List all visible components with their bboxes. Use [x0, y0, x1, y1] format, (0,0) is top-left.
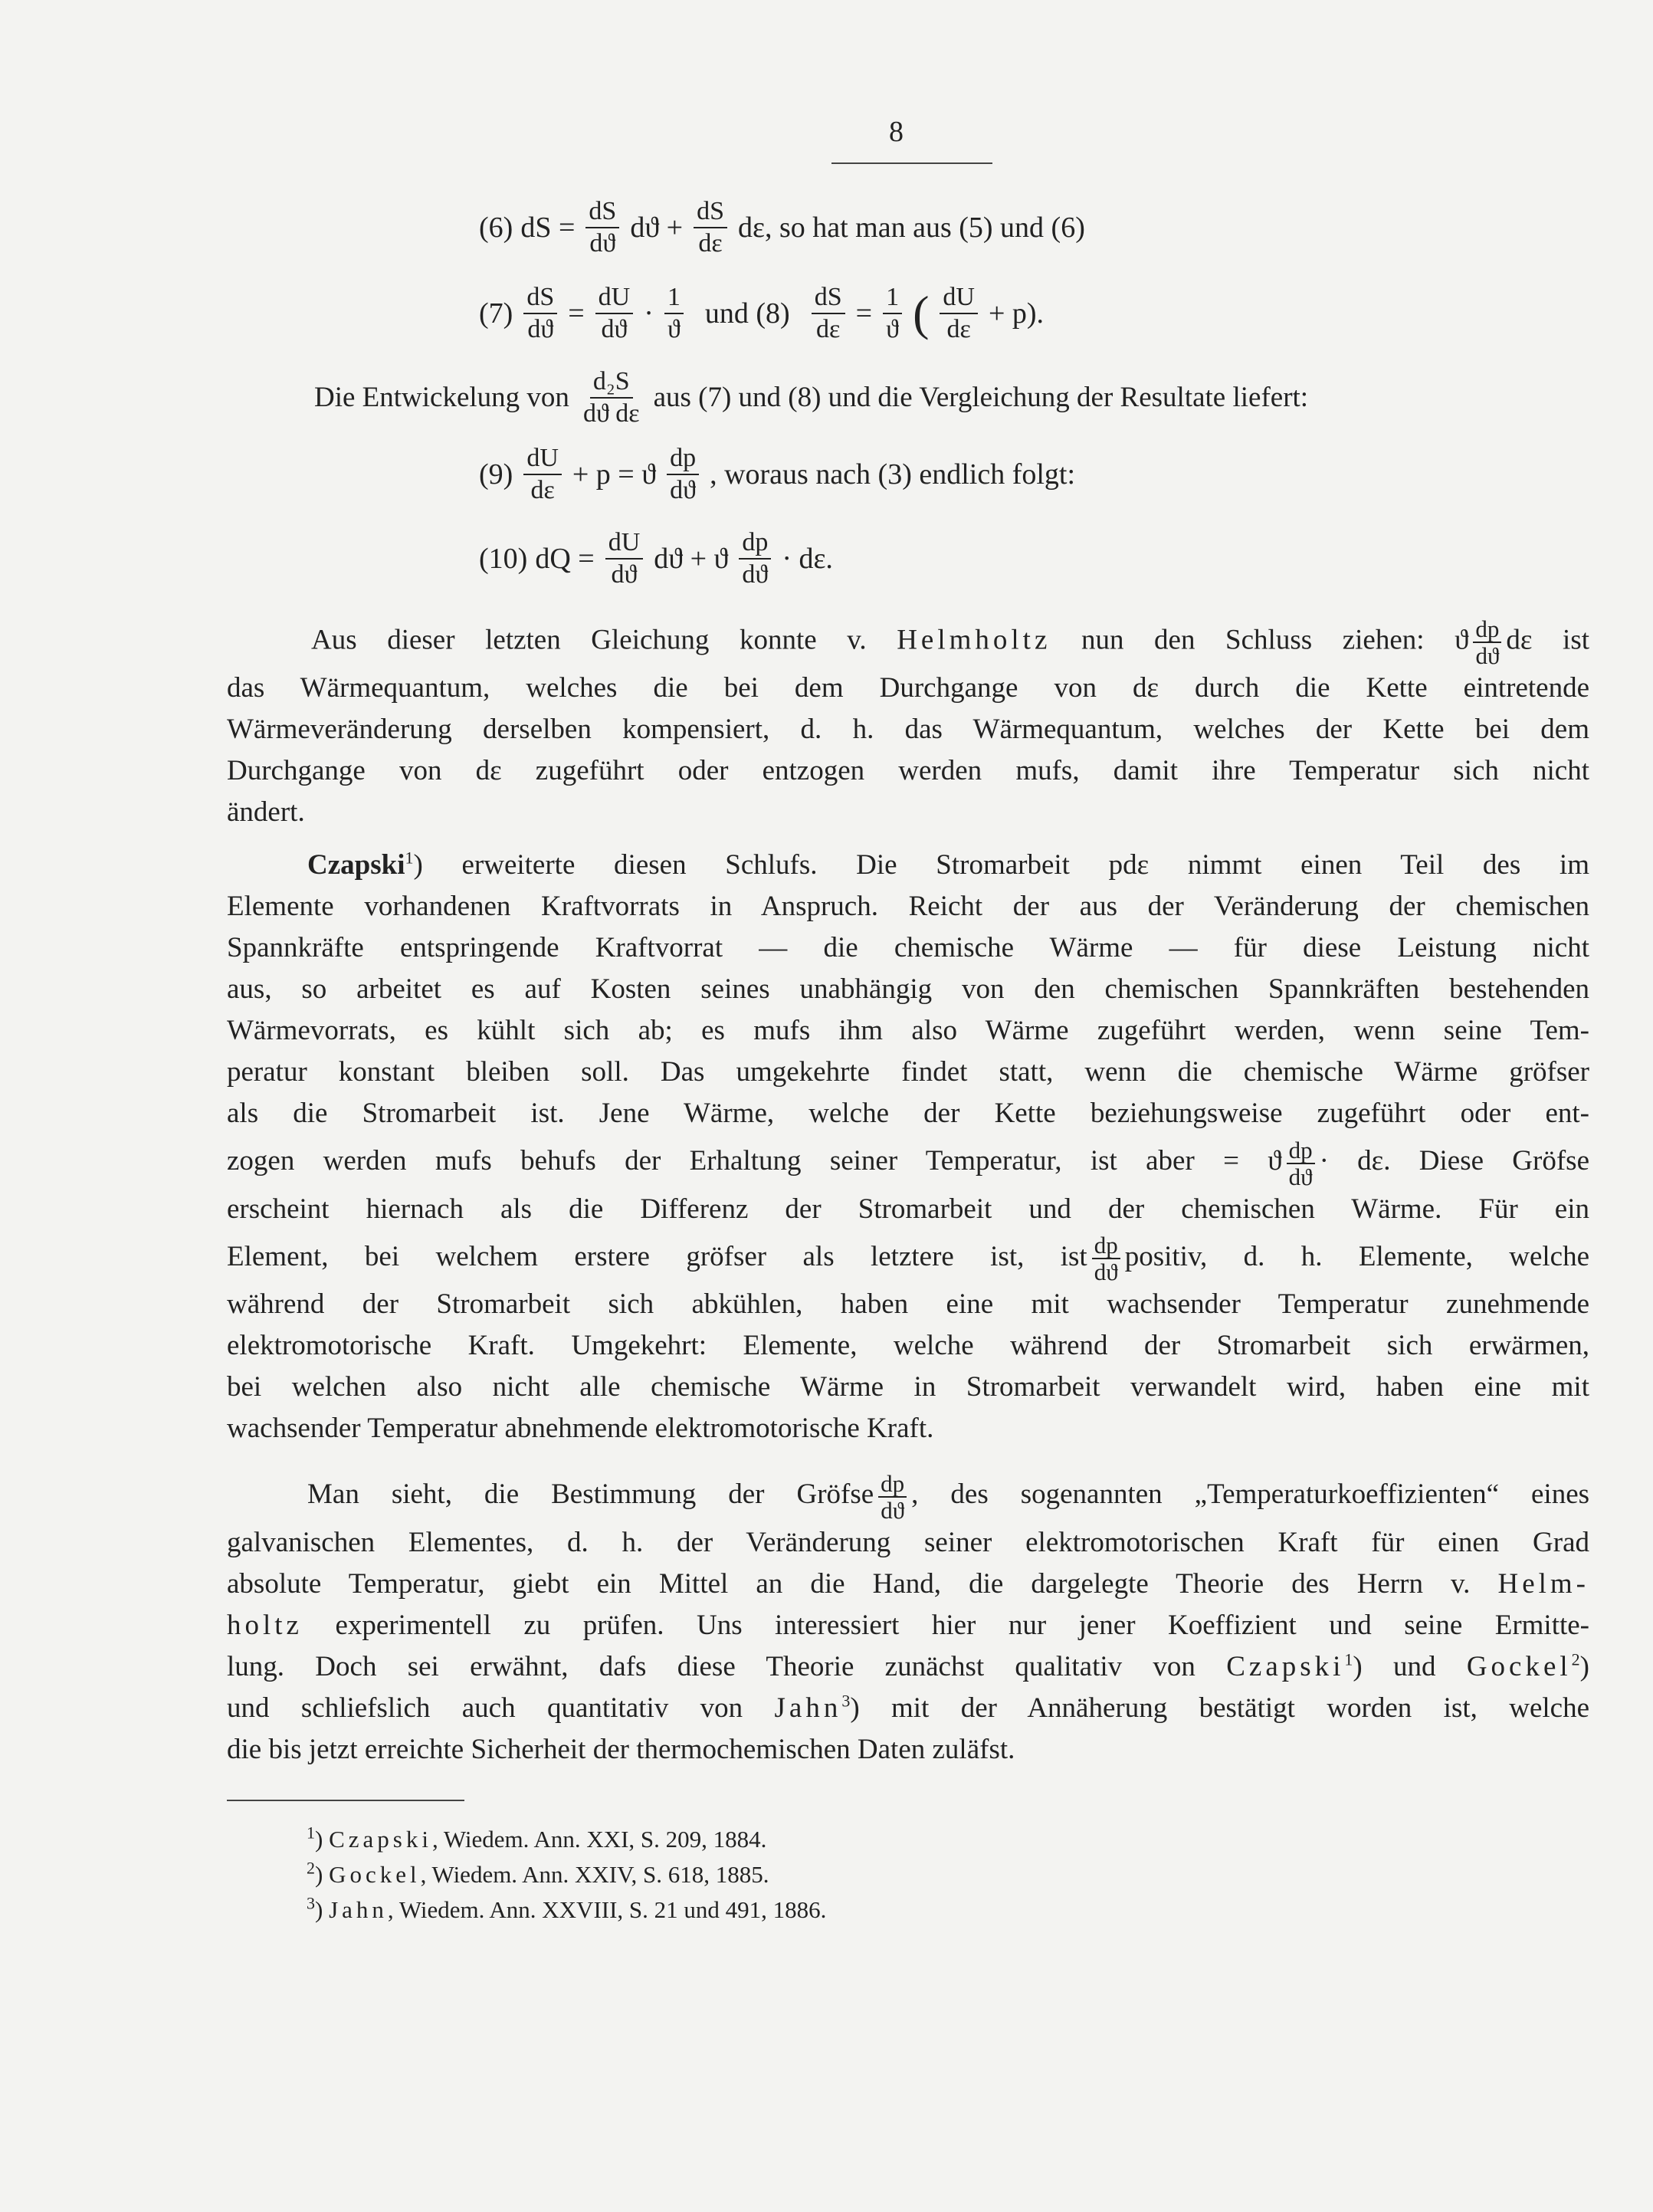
text-run: Elemente vorhandenen Kraftvorrats in Anspruch. Reicht der aus der Veränderung der chemischen: [227, 891, 1589, 922]
paragraph-3: [227, 1468, 1589, 1771]
denominator: dϑ: [1288, 1163, 1313, 1190]
fraction: [883, 284, 902, 343]
text-run: zogen werden mufs behufs der Erhaltung seiner Temperatur, ist aber = ϑ: [227, 1145, 1282, 1177]
denominator: dϑ: [881, 1496, 905, 1524]
denominator: dϑ: [589, 228, 616, 258]
footnote-ref[interactable]: 3: [841, 1691, 851, 1711]
denominator: ϑ: [667, 314, 681, 343]
text-line: [227, 750, 1589, 792]
text-run: ) mit der Annäherung bestätigt worden ist, welche: [850, 1692, 1590, 1724]
denominator: dε: [530, 475, 555, 504]
equation-9: [479, 445, 1075, 504]
numerator: dp: [739, 529, 771, 560]
author-name: holtz: [227, 1609, 303, 1641]
numerator: dp: [878, 1472, 907, 1498]
denominator: dϑ: [527, 314, 554, 343]
text-line: [227, 1646, 1589, 1688]
author-name: Czapski: [307, 849, 405, 881]
text-run: ) erweiterte diesen Schlufs. Die Stromarbeit pdε nimmt einen Teil des im: [413, 849, 1589, 881]
text-run: als die Stromarbeit ist. Jene Wärme, welche der Kette beziehungsweise zugeführt oder ent-: [227, 1098, 1589, 1129]
text-line: [227, 668, 1589, 709]
text-run: während der Stromarbeit sich abkühlen, haben eine mit wachsender Temperatur zunehmende: [227, 1288, 1589, 1321]
footnote-mark: 3: [307, 1893, 315, 1913]
text-line: [227, 927, 1589, 969]
numerator: d₂S: [590, 368, 633, 399]
footnote-ref[interactable]: 1: [405, 848, 414, 868]
fraction: [585, 198, 619, 257]
text-line: [227, 1564, 1589, 1605]
text-run: bei welchen also nicht alle chemische Wärme in Stromarbeit verwandelt wird, haben eine mit: [227, 1371, 1589, 1403]
text-line: [227, 1134, 1589, 1189]
author-name: Czapski: [1226, 1650, 1345, 1682]
text-line: [227, 1408, 1589, 1449]
equation-6: [479, 198, 1085, 257]
equation-6-label: (6): [479, 211, 513, 244]
text-run: das Wärmequantum, welches die bei dem Durchgange von dε durch die Kette eintretende: [227, 672, 1589, 704]
text-run: Wärmevorrats, es kühlt sich ab; es mufs ihm also Wärme zugeführt werden, wenn seine Tem-: [227, 1015, 1589, 1046]
footnote-mark: 2: [307, 1858, 315, 1878]
equation-text: dϑ +: [630, 211, 684, 244]
equation-text: dε, so hat man aus (5) und (6): [737, 211, 1085, 244]
equation-text: und (8): [704, 297, 790, 330]
text-line: [227, 1093, 1589, 1134]
equation-text: =: [568, 297, 585, 330]
equation-7-8: [479, 284, 1044, 343]
text-run: lung. Doch sei erwähnt, dafs diese Theorie zunächst qualitativ von: [227, 1650, 1195, 1682]
text-line: [227, 1189, 1589, 1230]
denominator: dε: [946, 314, 971, 343]
fraction: [1092, 1233, 1120, 1284]
page-number: 8: [889, 116, 904, 148]
equation-text: ·: [644, 297, 654, 330]
text-line: [227, 845, 1589, 886]
text-run: experimentell zu prüfen. Uns interessiert hier nur jener Koeffizient und seine Ermitte-: [335, 1609, 1590, 1641]
numerator: dp: [1092, 1233, 1120, 1259]
text-line: [227, 1688, 1589, 1729]
text-line: [227, 709, 1589, 750]
denominator: dε: [698, 228, 723, 258]
text-run: die bis jetzt erreichte Sicherheit der thermochemischen Daten zuläfst.: [227, 1733, 1015, 1765]
text-line: [227, 969, 1589, 1010]
numerator: dp: [667, 445, 699, 475]
author-name: Helmholtz: [897, 624, 1051, 656]
text-line: [227, 1325, 1589, 1367]
text-run: Element, bei welchem erstere gröfser als letztere ist, ist: [227, 1240, 1087, 1272]
numerator: dS: [523, 284, 557, 314]
text-line: [227, 792, 1589, 833]
intro-text: Die Entwickelung von: [314, 382, 569, 414]
text-run: Spannkräfte entspringende Kraftvorrat — die chemische Wärme — für diese Leistung nicht: [227, 932, 1589, 963]
numerator: dS: [585, 198, 619, 228]
text-line: [227, 1522, 1589, 1564]
text-line: [227, 1284, 1589, 1325]
text-run: ): [1579, 1650, 1589, 1682]
fraction: [580, 368, 643, 427]
equation-10-label: (10): [479, 542, 528, 575]
footnote-rule: [227, 1800, 464, 1801]
fraction: [523, 445, 562, 504]
text-line: [227, 1468, 1589, 1522]
text-line: [227, 886, 1589, 927]
text-line: [227, 1230, 1589, 1285]
denominator: dϑ: [1094, 1259, 1118, 1286]
author-name: Gockel: [1466, 1650, 1572, 1682]
text-run: absolute Temperatur, giebt ein Mittel an die Hand, die dargelegte Theorie des Herrn v.: [227, 1567, 1471, 1600]
fraction: [1287, 1138, 1315, 1189]
fraction: [940, 284, 978, 343]
text-line: [227, 1605, 1589, 1646]
fraction: [595, 284, 634, 343]
fraction: [664, 284, 684, 343]
numerator: dU: [940, 284, 978, 314]
fraction: [694, 198, 727, 257]
footnote-mark: 1: [307, 1823, 315, 1843]
text-run: , des sogenannten „Temperaturkoeffizienten“ eines: [911, 1478, 1590, 1510]
equation-text: , woraus nach (3) endlich folgt:: [710, 458, 1076, 491]
equation-7-label: (7): [479, 297, 513, 330]
numerator: dU: [605, 529, 644, 560]
text-run: elektromotorische Kraft. Umgekehrt: Elemente, welche während der Stromarbeit sich erwärmen,: [227, 1330, 1589, 1362]
equation-text: + p = ϑ: [572, 458, 657, 491]
equation-text: + p).: [988, 297, 1045, 330]
numerator: 1: [664, 284, 684, 314]
equation-text: dϑ + ϑ: [654, 542, 729, 575]
footnote-2: $^2$) Gockel, Wiedem. Ann. XXIV, S. 618, 1885.: [307, 1858, 769, 1888]
author-name: Jahn: [329, 1896, 388, 1923]
footnote-text: , Wiedem. Ann. XXI, S. 209, 1884.: [431, 1826, 767, 1853]
equation-text: · dε.: [782, 542, 833, 575]
denominator: dϑ: [611, 560, 638, 589]
denominator: ϑ: [886, 314, 899, 343]
fraction: [1473, 617, 1501, 668]
footnote-ref[interactable]: 2: [1571, 1649, 1580, 1669]
text-line: [227, 1729, 1589, 1771]
fraction: [878, 1469, 907, 1524]
text-run: Durchgange von dε zugeführt oder entzogen werden mufs, damit ihre Temperatur sich nicht: [227, 755, 1589, 786]
numerator: dp: [1287, 1138, 1315, 1164]
text-run: Wärmeveränderung derselben kompensiert, d. h. das Wärmequantum, welches der Kette bei dem: [227, 714, 1589, 745]
footnote-ref[interactable]: 1: [1344, 1649, 1353, 1669]
text-line: [227, 617, 1589, 668]
fraction: [667, 445, 699, 504]
equation-6-lhs: dS =: [520, 211, 576, 244]
paragraph-2: [227, 845, 1589, 1449]
text-run: aus, so arbeitet es auf Kosten seines unabhängig von den chemischen Spannkräften bestehenden: [227, 973, 1589, 1005]
denominator: dε: [816, 314, 841, 343]
fraction: [739, 529, 771, 588]
fraction: [523, 284, 557, 343]
denominator: dϑ: [742, 560, 769, 589]
page-number-rule: [831, 162, 992, 164]
numerator: dS: [812, 284, 845, 314]
text-line: [227, 1052, 1589, 1093]
text-run: galvanischen Elementes, d. h. der Veränderung seiner elektromotorischen Kraft für einen Grad: [227, 1526, 1589, 1558]
numerator: dp: [1473, 617, 1501, 643]
denominator: dϑ: [1475, 642, 1500, 669]
fraction: [812, 284, 845, 343]
text-run: dε ist: [1506, 624, 1589, 656]
equation-text: dQ =: [535, 542, 595, 575]
text-run: nun den Schluss ziehen: ϑ: [1081, 624, 1469, 656]
text-line: [227, 1010, 1589, 1052]
numerator: dU: [523, 445, 562, 475]
denominator: dϑ: [670, 475, 696, 504]
numerator: 1: [883, 284, 902, 314]
denominator: dϑ dε: [582, 399, 640, 428]
text-run: erscheint hiernach als die Differenz der Stromarbeit und der chemischen Wärme. Für ein: [227, 1193, 1589, 1225]
footnote-1: $^1$) Czapski, Wiedem. Ann. XXI, S. 209, 1884.: [307, 1823, 767, 1853]
numerator: dU: [595, 284, 634, 314]
author-name: Jahn: [774, 1692, 842, 1724]
text-run: Aus dieser letzten Gleichung konnte v.: [311, 624, 867, 656]
text-run: wachsender Temperatur abnehmende elektromotorische Kraft.: [227, 1413, 934, 1445]
author-name: Helm-: [1497, 1567, 1590, 1600]
author-name: Czapski: [329, 1826, 432, 1853]
equation-paren: (: [913, 285, 930, 340]
text-run: ändert.: [227, 796, 305, 828]
fraction: [605, 529, 644, 588]
text-run: Man sieht, die Bestimmung der Gröfse: [307, 1478, 874, 1510]
equation-9-label: (9): [479, 458, 513, 491]
text-run: und schliefslich auch quantitativ von: [227, 1692, 743, 1724]
footnote-text: , Wiedem. Ann. XXVIII, S. 21 und 491, 1886.: [387, 1896, 827, 1923]
text-run: positiv, d. h. Elemente, welche: [1124, 1240, 1589, 1272]
text-run: ) und: [1353, 1650, 1436, 1682]
denominator: dϑ: [601, 314, 628, 343]
text-run: peratur konstant bleiben soll. Das umgekehrte findet statt, wenn die chemische Wärme gröfser: [227, 1056, 1589, 1088]
equation-text: =: [855, 297, 873, 330]
numerator: dS: [694, 198, 727, 228]
equation-10: [479, 529, 833, 588]
footnote-3: $^3$) Jahn, Wiedem. Ann. XXVIII, S. 21 und 491, 1886.: [307, 1893, 827, 1923]
intro-text: aus (7) und (8) und die Vergleichung der Resultate liefert:: [653, 382, 1309, 414]
text-line: [227, 1367, 1589, 1408]
paragraph-1: [227, 617, 1589, 833]
author-name: Gockel: [329, 1861, 421, 1888]
footnote-text: , Wiedem. Ann. XXIV, S. 618, 1885.: [420, 1861, 769, 1888]
equation-intro: [314, 368, 1308, 427]
text-run: · dε. Diese Gröfse: [1319, 1145, 1589, 1177]
